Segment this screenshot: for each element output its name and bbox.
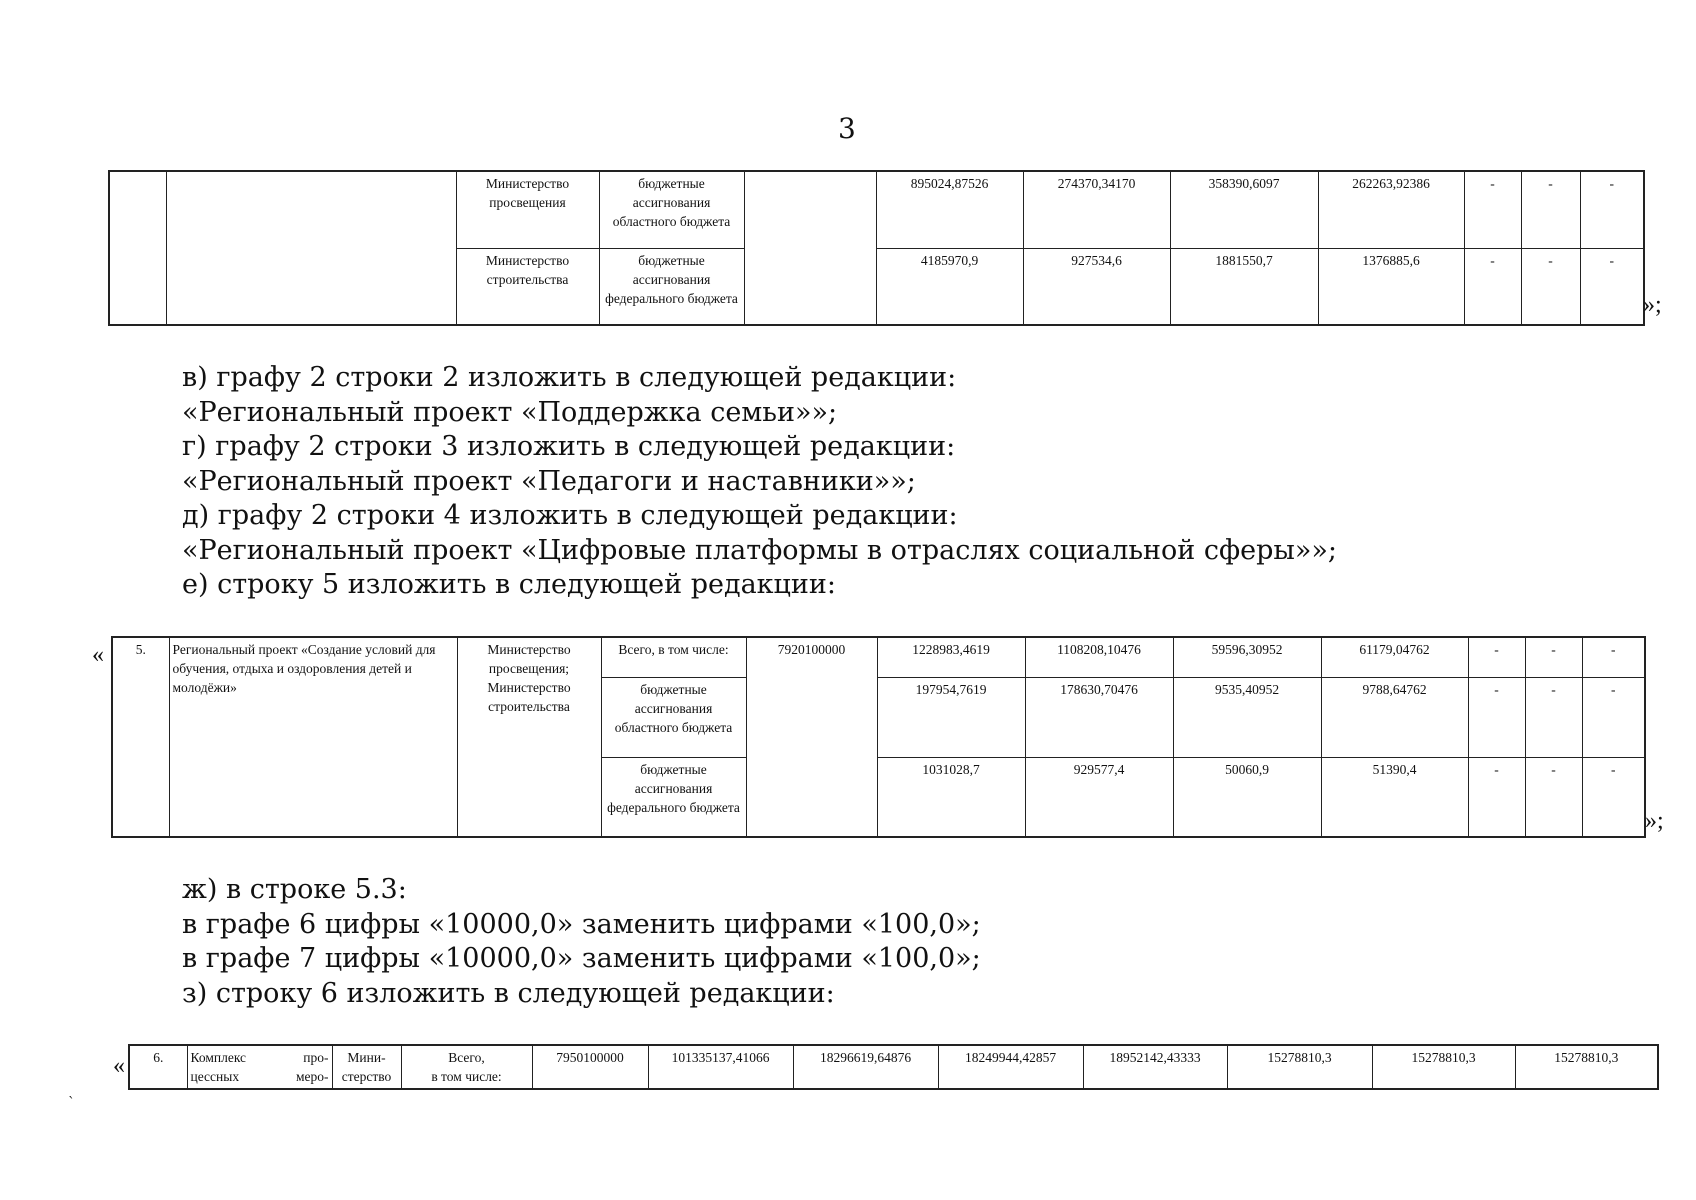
scan-mark: ` (68, 1095, 75, 1111)
funding-line: Всего, (448, 1050, 485, 1065)
cell-value: 50060,9 (1173, 757, 1321, 837)
cell-value: 15278810,3 (1227, 1045, 1372, 1089)
text-line: «Региональный проект «Поддержка семьи»»; (182, 396, 838, 428)
text-line: в) графу 2 строки 2 изложить в следующей редакции: (182, 362, 957, 393)
cell-code: 7950100000 (532, 1045, 648, 1089)
cell-value: - (1464, 171, 1521, 248)
cell-value: - (1468, 677, 1525, 757)
cell-funding: бюджетные ассигнования федерального бюджета (601, 757, 746, 837)
cell-value: 4185970,9 (876, 248, 1023, 325)
cell-value: - (1580, 171, 1644, 248)
text-line: «Региональный проект «Цифровые платформы в отраслях социальной сферы»»; (182, 534, 1338, 566)
table-row-6 (128, 1044, 1659, 1090)
cell-value: 18952142,43333 (1083, 1045, 1227, 1089)
cell-value: 274370,34170 (1023, 171, 1170, 248)
ministry-line: Мини- (347, 1050, 386, 1065)
cell-value: 51390,4 (1321, 757, 1468, 837)
open-quote-3: « (113, 1053, 125, 1079)
cell-value: 101335137,41066 (648, 1045, 793, 1089)
cell-funding: Всего, в том числе: (601, 637, 746, 677)
amendment-text-2 (182, 873, 981, 1011)
text-line: г) графу 2 строки 3 изложить в следующей редакции: (182, 431, 956, 462)
name-part: меро- (295, 1069, 329, 1084)
cell-value: 178630,70476 (1025, 677, 1173, 757)
text-line: д) графу 2 строки 4 изложить в следующей редакции: (182, 500, 958, 531)
cell-name (187, 1045, 332, 1089)
close-quote-1: »; (1643, 292, 1662, 318)
cell-value: - (1582, 677, 1645, 757)
cell-value: - (1582, 637, 1645, 677)
cell-name (166, 171, 456, 325)
cell-funding (401, 1045, 532, 1089)
cell-code (744, 171, 876, 325)
cell-funding: бюджетные ассигнования областного бюджета (599, 171, 744, 248)
cell-code: 7920100000 (746, 637, 877, 837)
text-line: е) строку 5 изложить в следующей редакции: (182, 569, 836, 600)
cell-value: 1108208,10476 (1025, 637, 1173, 677)
cell-value: - (1464, 248, 1521, 325)
cell-value: - (1521, 248, 1580, 325)
cell-value: 15278810,3 (1372, 1045, 1515, 1089)
amendment-text-1 (182, 361, 1337, 603)
cell-ministry (332, 1045, 401, 1089)
cell-value: 1228983,4619 (877, 637, 1025, 677)
cell-value: - (1521, 171, 1580, 248)
close-quote-2: »; (1645, 808, 1664, 834)
open-quote-2: « (92, 642, 104, 668)
text-line: в графе 7 цифры «10000,0» заменить цифрами «100,0»; (182, 943, 981, 974)
name-part: Комплекс (190, 1050, 247, 1065)
cell-value: - (1525, 677, 1582, 757)
table-continuation (108, 170, 1645, 326)
cell-num: 6. (129, 1045, 187, 1089)
cell-value: - (1468, 637, 1525, 677)
page-number: 3 (838, 112, 856, 145)
cell-value: 61179,04762 (1321, 637, 1468, 677)
cell-ministry: Министерство просвещения (456, 171, 599, 248)
cell-value: 1881550,7 (1170, 248, 1318, 325)
cell-num: 5. (112, 637, 169, 837)
cell-value: 358390,6097 (1170, 171, 1318, 248)
cell-value: 18249944,42857 (938, 1045, 1083, 1089)
name-part: про- (303, 1050, 329, 1065)
ministry-line: стерство (341, 1069, 392, 1084)
text-line: з) строку 6 изложить в следующей редакции: (182, 977, 835, 1009)
cell-ministry: Министерство просвещения; Министерство строительства (457, 637, 601, 837)
cell-value: - (1525, 757, 1582, 837)
cell-ministry: Министерство строительства (456, 248, 599, 325)
cell-value: 1376885,6 (1318, 248, 1464, 325)
funding-line: в том числе: (431, 1069, 502, 1084)
text-line: «Региональный проект «Педагоги и наставники»»; (182, 465, 916, 497)
text-line: в графе 6 цифры «10000,0» заменить цифрами «100,0»; (182, 908, 981, 940)
cell-value: 197954,7619 (877, 677, 1025, 757)
cell-value: - (1468, 757, 1525, 837)
cell-value: 262263,92386 (1318, 171, 1464, 248)
cell-num (109, 171, 166, 325)
cell-value: 1031028,7 (877, 757, 1025, 837)
cell-value: 9535,40952 (1173, 677, 1321, 757)
cell-value: 59596,30952 (1173, 637, 1321, 677)
cell-value: 895024,87526 (876, 171, 1023, 248)
cell-name: Региональный проект «Создание условий для обучения, отдыха и оздоровления детей и молодёжи» (169, 637, 457, 837)
cell-value: 927534,6 (1023, 248, 1170, 325)
text-line: ж) в строке 5.3: (182, 874, 407, 905)
cell-value: - (1582, 757, 1645, 837)
cell-value: 18296619,64876 (793, 1045, 938, 1089)
cell-value: - (1525, 637, 1582, 677)
cell-value: - (1580, 248, 1644, 325)
cell-funding: бюджетные ассигнования областного бюджета (601, 677, 746, 757)
cell-funding: бюджетные ассигнования федерального бюджета (599, 248, 744, 325)
table-row-5 (111, 636, 1646, 838)
name-part: цессных (190, 1069, 240, 1084)
cell-value: 9788,64762 (1321, 677, 1468, 757)
cell-value: 15278810,3 (1515, 1045, 1658, 1089)
cell-value: 929577,4 (1025, 757, 1173, 837)
